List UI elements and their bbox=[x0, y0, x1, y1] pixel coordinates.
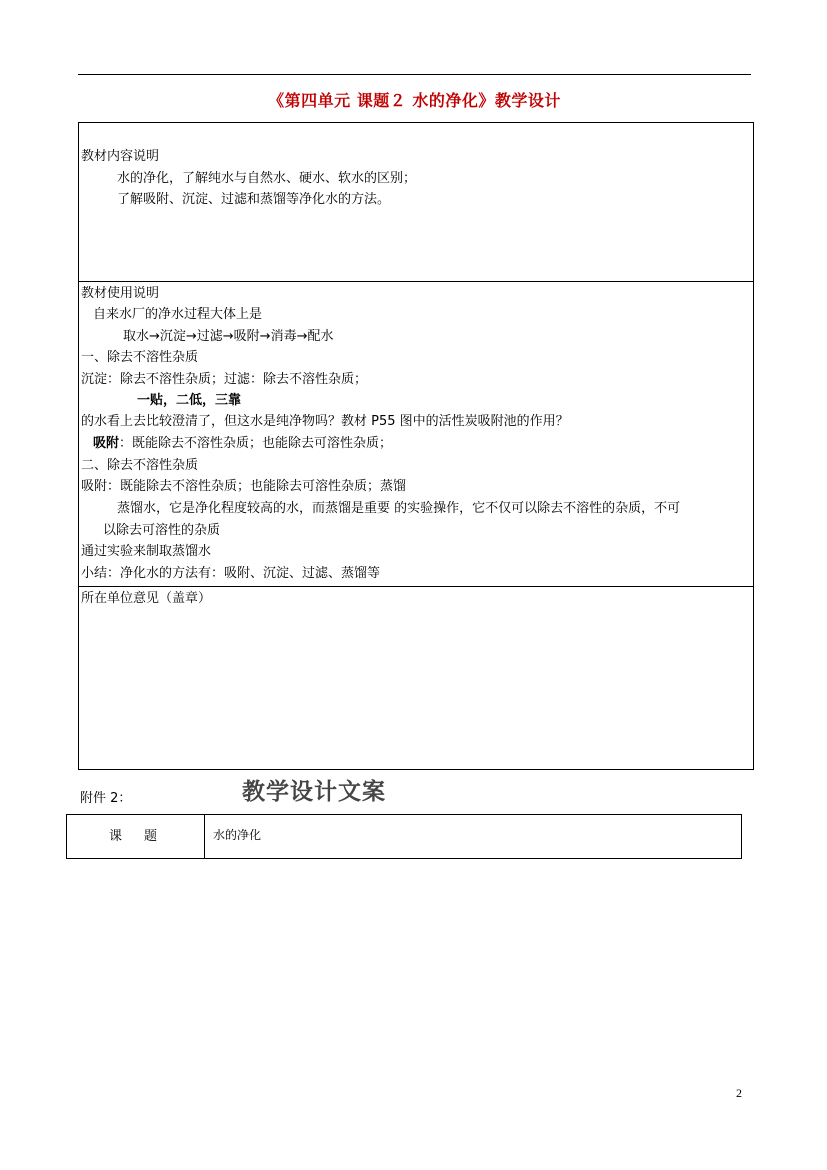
usage-heading: 教材使用说明 bbox=[81, 286, 160, 301]
adsorption-description: ：既能除去不溶性杂质；也能除去可溶性杂质； bbox=[119, 436, 393, 451]
filtration-rule: 一贴，二低，三靠 bbox=[137, 393, 242, 408]
usage-line: 自来水厂的净水过程大体上是 bbox=[93, 307, 263, 322]
content-description-cell bbox=[79, 123, 753, 281]
usage-line bbox=[93, 435, 392, 453]
course-table-divider bbox=[204, 815, 205, 858]
unit-opinion-cell bbox=[79, 586, 753, 770]
usage-line: 二、除去不溶性杂质 bbox=[81, 458, 199, 473]
usage-line: 蒸馏水，它是净化程度较高的水，而蒸馏是重要 的实验操作，它不仅可以除去不溶性的杂质，不可 bbox=[117, 501, 681, 516]
adsorption-term: 吸附 bbox=[93, 436, 120, 451]
usage-line: 通过实验来制取蒸馏水 bbox=[81, 544, 212, 559]
content-line: 水的净化，了解纯水与自然水、硬水、软水的区别； bbox=[117, 171, 417, 186]
summary-line: 小结：净化水的方法有：吸附、沉淀、过滤、蒸馏等 bbox=[81, 566, 381, 581]
header-rule bbox=[78, 74, 751, 75]
usage-line: 以除去可溶性的杂质 bbox=[103, 523, 221, 538]
unit-opinion-heading: 所在单位意见（盖章） bbox=[81, 591, 212, 606]
course-table bbox=[66, 814, 742, 859]
lesson-table bbox=[78, 122, 754, 770]
usage-line: 的水看上去比较澄清了，但这水是纯净物吗？教材 P55 图中的活性炭吸附池的作用？ bbox=[81, 414, 569, 429]
attachment-label: 附件 2： bbox=[80, 791, 132, 806]
page-number: 2 bbox=[736, 1086, 742, 1100]
usage-line: 一、除去不溶性杂质 bbox=[81, 350, 199, 365]
content-line: 了解吸附、沉淀、过滤和蒸馏等净化水的方法。 bbox=[117, 192, 391, 207]
usage-line: 吸附：既能除去不溶性杂质；也能除去可溶性杂质；蒸馏 bbox=[81, 479, 407, 494]
usage-description-cell bbox=[79, 281, 753, 586]
water-process-flow: 取水→沉淀→过滤→吸附→消毒→配水 bbox=[123, 329, 334, 344]
design-plan-title-image: 教学设计文案 bbox=[242, 779, 386, 805]
document-title: 《第四单元 课题２ 水的净化》教学设计 bbox=[268, 91, 561, 110]
course-label: 课题 bbox=[109, 829, 180, 844]
usage-line: 沉淀：除去不溶性杂质；过滤：除去不溶性杂质； bbox=[81, 372, 368, 387]
content-description-heading: 教材内容说明 bbox=[81, 149, 160, 164]
course-value: 水的净化 bbox=[213, 828, 262, 842]
